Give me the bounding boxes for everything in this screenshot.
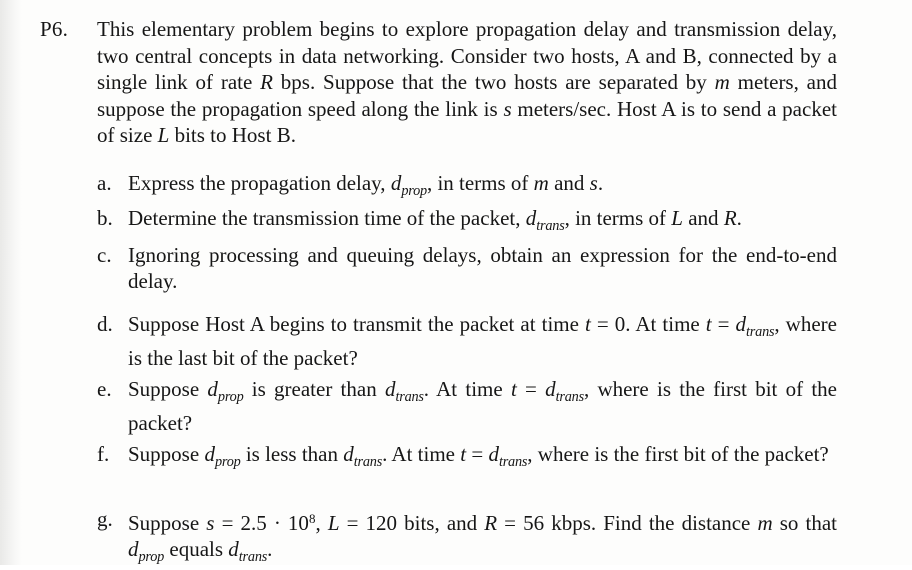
part-b: [97, 205, 837, 239]
var-d: d: [488, 442, 499, 466]
text-run: and: [548, 171, 590, 195]
var-d: d: [384, 377, 396, 401]
superscript-exponent: 8: [308, 511, 316, 526]
var-d: d: [228, 537, 239, 562]
stem-text-1: This elementary problem begins to explore propagation delay and transmission delay, two central concepts in data networking. Consider two hosts, A and B, connected by a single link of rate: [97, 17, 837, 94]
text-run: =: [711, 312, 736, 336]
text-run: , in terms of: [564, 206, 672, 230]
part-e: [97, 376, 837, 436]
var-d: d: [735, 312, 747, 336]
text-run: Suppose: [128, 511, 207, 536]
stem-text-5: bits to Host B.: [169, 123, 296, 147]
var-t: t: [584, 312, 591, 336]
subscript-trans: trans: [353, 453, 383, 470]
part-text: [128, 205, 837, 239]
subscript-prop: prop: [401, 182, 427, 199]
text-run: , where is the last bit of the packet?: [128, 312, 837, 370]
text-run: = 2.5 · 10: [214, 511, 309, 536]
text-run: = 0. At time: [590, 312, 706, 336]
text-run: is greater than: [243, 377, 385, 401]
text-run: =: [466, 442, 489, 466]
text-run: Determine the transmission time of the packet,: [128, 206, 526, 230]
var-R: R: [723, 206, 737, 230]
var-d: d: [390, 171, 402, 195]
text-run: = 56 kbps. Find the distance: [497, 511, 758, 536]
var-m: m: [714, 70, 730, 94]
subscript-trans: trans: [238, 549, 268, 566]
text-run: Suppose: [128, 377, 208, 401]
part-text: [128, 311, 837, 371]
scan-shadow-edge: [0, 0, 22, 565]
var-t: t: [510, 377, 517, 401]
subscript-prop: prop: [214, 453, 241, 470]
var-L: L: [671, 206, 683, 230]
part-letter: g.: [97, 507, 113, 531]
text-run: , where is the first bit of the packet?: [128, 377, 837, 435]
part-a: [97, 170, 837, 204]
part-d: [97, 311, 837, 371]
text-run: =: [516, 377, 546, 401]
var-t: t: [705, 312, 712, 336]
part-letter: d.: [97, 312, 113, 336]
text-run: Express the propagation delay,: [128, 171, 391, 195]
var-d: d: [343, 442, 354, 466]
part-text: [128, 242, 837, 294]
var-t: t: [460, 442, 467, 466]
var-d: d: [207, 377, 218, 401]
var-s: s: [503, 96, 512, 121]
text-run: .: [267, 537, 273, 562]
var-s: s: [206, 511, 215, 536]
text-run: Suppose Host A begins to transmit the packet at time: [128, 312, 585, 336]
var-d: d: [204, 442, 215, 466]
part-c: [97, 242, 837, 294]
part-text: [128, 170, 837, 204]
var-m: m: [757, 511, 773, 536]
text-run: so that: [772, 511, 837, 536]
text-run: , in terms of: [426, 171, 534, 195]
var-R: R: [260, 70, 273, 94]
text-run: is less than: [240, 442, 344, 466]
stem-text-4: meters/sec. Host A is to send a packet of size: [97, 96, 837, 147]
subscript-trans: trans: [395, 388, 424, 405]
problem-label: P6.: [40, 17, 69, 41]
subscript-prop: prop: [138, 549, 165, 566]
text-run: .: [597, 171, 604, 195]
var-L: L: [327, 511, 340, 536]
var-m: m: [533, 171, 549, 195]
text-run: . At time: [382, 442, 461, 466]
part-letter: a.: [97, 171, 112, 195]
stem-text-3: meters, and suppose the propagation speed along the link is: [97, 70, 838, 121]
var-s: s: [589, 171, 598, 195]
var-d: d: [545, 377, 556, 401]
var-L: L: [157, 123, 170, 147]
part-letter: b.: [97, 206, 113, 230]
subscript-trans: trans: [555, 388, 584, 405]
part-text: [128, 441, 837, 475]
subscript-trans: trans: [498, 453, 528, 470]
subscript-trans: trans: [746, 323, 775, 340]
subscript-trans: trans: [536, 217, 565, 234]
text-run: , where is the first bit of the packet?: [527, 442, 829, 466]
part-f: [97, 441, 837, 475]
text-run: and: [682, 206, 724, 230]
text-run: Suppose: [128, 442, 205, 466]
text-run: equals: [164, 537, 229, 562]
part-text: [128, 376, 837, 436]
part-letter: c.: [97, 243, 112, 267]
part-text: [128, 506, 837, 570]
part-g: [97, 506, 837, 570]
part-letter: e.: [97, 377, 112, 401]
var-d: d: [525, 206, 537, 230]
text-run: . At time: [423, 377, 511, 401]
text-run: .: [736, 206, 742, 230]
var-R: R: [484, 511, 498, 536]
text-run: = 120 bits, and: [339, 511, 485, 536]
problem-stem: [97, 16, 837, 149]
text-run: Ignoring processing and queuing delays, obtain an expression for the end-to-end delay.: [128, 243, 837, 293]
var-d: d: [128, 537, 139, 562]
part-letter: f.: [97, 442, 110, 466]
stem-text-2: bps. Suppose that the two hosts are separated by: [272, 70, 715, 94]
text-run: ,: [315, 511, 328, 536]
subscript-prop: prop: [217, 388, 244, 405]
